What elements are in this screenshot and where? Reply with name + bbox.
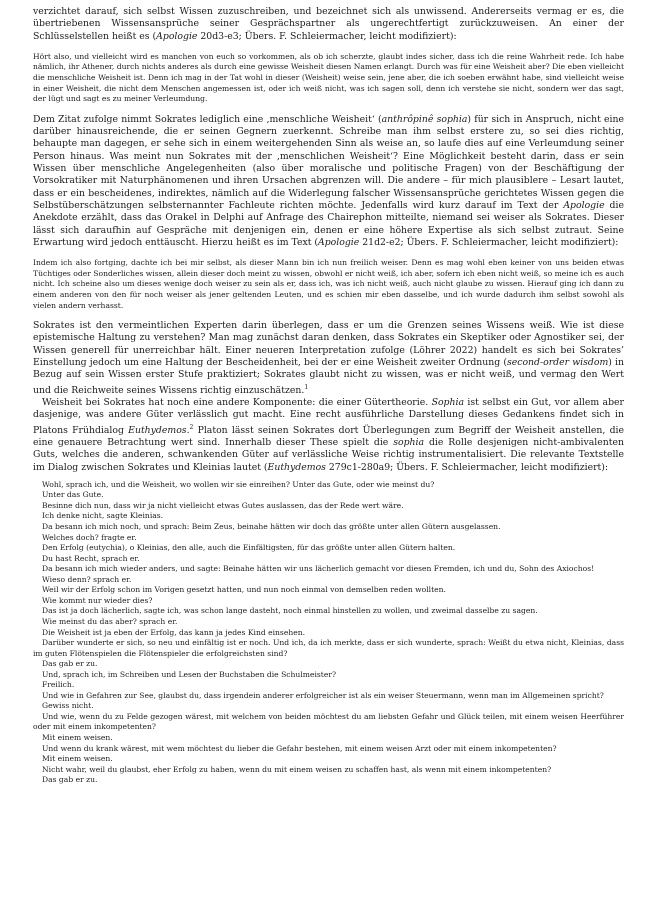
block-quote-apology-2: Indem ich also fortging, dachte ich bei mir selbst, als dieser Mann bin ich nun freilich weiser. Denn es mag wohl eben keiner von uns beiden etwas Tüchtiges oder Sonderliches wissen, allein dieser doch meint zu wissen, obwohl er nicht weiß, ich aber, sofern ich eben nicht weiß, so meine ich es auch nicht. Ich scheine also um dieses wenige doch weiser zu sein als er, dass ich, was ich nicht weiß, auch nicht glaube zu wissen. Hierauf ging ich dann zu einem anderen von den für noch weiser als jener geltenden Leuten, und es schien mir eben dasselbe, und ich wurde dadurch ihm selbst sowohl als vielen andern verhasst. — [33, 258, 624, 310]
block-quote-apology-1: Hört also, und vielleicht wird es manchen von euch so vorkommen, als ob ich scherzte, glaubt indes sicher, dass ich die reine Wahrheit rede. Ich habe nämlich, ihr Athener, durch nichts anderes als durch eine gewisse Weisheit diesen Namen erlangt. Durch was für eine Weisheit aber? Die eben vielleicht die menschliche Weisheit ist. Denn ich mag in der Tat wohl in dieser (Weisheit) weise sein, jene aber, die ich soeben erwähnt habe, sind vielleicht weise in einer Weisheit, die nicht dem Menschen angemessen ist, oder ich weiß nicht, was ich sagen soll, denn ich verstehe sie nicht, sondern wer das sagt, der lügt und sagt es zu meiner Verleumdung. — [33, 51, 624, 104]
text-run: 20d3-e3; Übers. F. Schleiermacher, leicht modifiziert): — [197, 30, 457, 42]
greek-term: sophia — [393, 436, 425, 448]
text-run: ) für sich in Anspruch, nicht eine darüber hinausreichende, die er seinen Gegnern zuerkennt. Schreibe man ihm selbst erstere zu, so sei dies richtig, behaupte man dagegen, er sehe sich in einem weitergehenden Sinn als weise an, so laufe dies auf eine Verleumdung seiner Person hinaus. Was meint nun Sokrates mit der ‚menschlichen Weisheit‘? Eine Möglichkeit besteht darin, dass er sein Wissen über menschliche Angelegenheiten (also über moralische und politische Fragen) von der Beschäftigung der Vorsokratiker mit Naturphänomenen und ihren Ursachen abgrenzen will. Die andere – für mich plausiblere – Lesart lautet, dass er ein bescheidenes, indirektes, nämlich auf die Widerlegung falscher Wissensansprüche gerichtetes Wissen gegen die Selbstüberschätzungen selbsternannter Fachleute richten möchte. Jedenfalls wird kurz darauf im Text der — [33, 113, 624, 211]
english-term: second-order wisdom — [506, 356, 609, 368]
dialogue-line: Mit einem weisen. — [42, 754, 113, 764]
citation-title: Apologie — [563, 199, 605, 211]
dialogue-line: Und, sprach ich, im Schreiben und Lesen der Buchstaben die Schulmeister? — [42, 669, 337, 679]
dialogue-line: Und wenn du krank wärest, mit wem möchtest du lieber die Gefahr bestehen, mit einem weisen Arzt oder mit einem inkompetenten? — [42, 743, 557, 753]
dialogue-line: Und wie in Gefahren zur See, glaubst du, dass irgendein anderer erfolgreicher ist als ein weiser Steuermann, wenn man im Allgemeinen spricht? — [42, 690, 604, 700]
text-run: Weisheit bei Sokrates hat noch eine andere Komponente: die einer Gütertheorie. — [42, 396, 432, 408]
text-run: die Anekdote erzählt, dass das Orakel in Delphi auf Anfrage des Chairephon mitteilte, niemand sei weiser als Sokrates. Dieser lässt sich daraufhin auf Gespräche mit denjenigen ein, denen er eine höhere Expertise als sich selbst zutraut. Seine Erwartung wird jedoch enttäuscht. Hierzu heißt es im Text ( — [33, 199, 624, 248]
text-run: Sokrates ist den vermeintlichen Experten darin überlegen, dass er um die Grenzen seines Wissens weiß. Wie ist diese epistemische Haltung zu verstehen? Man mag zunächst daran denken, dass Sokrates ein Skeptiker oder Agnostiker sei, der Wissen generell für unerreichbar hält. Einer neueren Interpretation zufolge (Löhrer 2022) handelt es sich bei Sokrates’ Einstellung jedoch um eine Haltung der Bescheidenheit, bei der er eine Weisheit zweiter Ordnung ( — [33, 320, 624, 368]
dialogue-line: Gewiss nicht. — [42, 701, 94, 711]
text-run: verzichtet darauf, sich selbst Wissen zuzuschreiben, und bezeichnet sich als unwissend. Andererseits vermag er es, die übertriebenen Wissensansprüche seiner Gesprächspartner als ungerechtfertigt zurückzuweisen. An einer der Schlüsselstellen heißt es ( — [33, 6, 624, 42]
dialogue-line: Mit einem weisen. — [42, 732, 113, 742]
text-run: ) in Bezug auf sein Wissen erster Stufe praktiziert; Sokrates glaubt nicht zu wissen, was er nicht weiß, und vermag den Wert und die Reichweite seines Wissens richtig einzuschätzen. — [33, 356, 625, 396]
dialogue-line: Und wie, wenn du zu Felde gezogen wärest, mit welchem von beiden möchtest du am liebsten Gefahr und Glück teilen, mit einem weisen Heerführer oder mit einem inkompetenten? — [33, 711, 624, 732]
dialogue-line: Ich denke nicht, sagte Kleinias. — [42, 511, 164, 521]
paragraph-intro — [33, 6, 624, 43]
greek-term: anthrôpinê sophia — [381, 113, 468, 125]
text-run: ist selbst ein Gut, vor allem aber dasjenige, was andere Güter verlässlich gut macht. Eine recht ausführliche Darstellung dieses Gedankens findet sich in Platons Frühdialog — [33, 396, 624, 436]
dialogue-line: Du hast Recht, sprach er. — [42, 553, 140, 563]
dialogue-line: Wohl, sprach ich, und die Weisheit, wo wollen wir sie einreihen? Unter das Gute, oder wie meinst du? — [42, 479, 435, 489]
paragraph-human-wisdom — [33, 114, 624, 249]
dialogue-line: Wie kommt nur wieder dies? — [42, 595, 153, 605]
text-run: 21d2-e2; Übers. F. Schleiermacher, leicht modifiziert): — [359, 236, 619, 248]
dialogue-line: Das gab er zu. — [42, 775, 98, 785]
citation-title: Apologie — [318, 236, 360, 248]
dialogue-line: Wieso denn? sprach er. — [42, 574, 132, 584]
text-run: die Rolle desjenigen nicht-ambivalenten Guts, welches die anderen, schwankenden Güter auf verlässliche Weise richtig instrumentalisiert. Die relevante Textstelle im Dialog zwischen Sokrates und Kleinias lautet ( — [33, 436, 624, 473]
dialogue-line: Nicht wahr, weil du glaubst, eher Erfolg zu haben, wenn du mit einem weisen zu schaffen hast, als wenn mit einem inkompetenten? — [42, 764, 552, 774]
dialogue-line: Welches doch? fragte er. — [42, 532, 137, 542]
dialogue-line: Unter das Gute. — [42, 490, 104, 500]
dialogue-quote-euthydemos — [33, 480, 624, 786]
dialogue-line: Das ist ja doch lächerlich, sagte ich, was schon lange dasteht, noch einmal hinstellen zu wollen, und zweimal dasselbe zu sagen. — [42, 606, 538, 616]
dialogue-line: Besinne dich nun, dass wir ja nicht vielleicht etwas Gutes auslassen, das der Rede wert wäre. — [42, 500, 404, 510]
footnote-marker[interactable]: 2 — [189, 423, 194, 431]
dialogue-line: Da besann ich mich noch, und sprach: Beim Zeus, beinahe hätten wir doch das größte unter allen Gütern ausgelassen. — [42, 522, 501, 532]
citation-title: Apologie — [156, 30, 198, 42]
citation-title: Euthydemos — [267, 461, 326, 473]
paragraph-epistemic-attitude — [33, 320, 624, 397]
dialogue-line: Weil wir der Erfolg schon im Vorigen gesetzt hatten, und nun noch einmal von demselben reden wollten. — [42, 585, 446, 595]
dialogue-line: Wie meinst du das aber? sprach er. — [42, 616, 178, 626]
dialogue-line: Das gab er zu. — [42, 659, 98, 669]
dialogue-line: Die Weisheit ist ja eben der Erfolg, das kann ja jedes Kind einsehen. — [42, 627, 306, 637]
text-run: 279c1-280a9; Übers. F. Schleiermacher, leicht modifiziert): — [325, 461, 609, 473]
citation-title: Euthydemos — [128, 424, 187, 436]
footnote-marker[interactable]: 1 — [304, 383, 309, 391]
paragraph-goods-theory: Weisheit bei Sokrates hat noch eine andere Komponente: die einer Gütertheorie. Sophia ist selbst ein Gut, vor allem aber dasjenige, was andere Güter verlässlich gut macht. Eine recht ausführliche Darstellung dieses Gedankens findet sich in Platons Frühdialog Euthydemos.$^2$ Platon lässt seinen Sokrates dort Überlegungen zum Begriff der Weisheit anstellen, die eine genauere Betrachtung wert sind. Innerhalb dieser These spielt die sophia die Rolle desjenigen nicht-ambivalenten Guts, welches die anderen, schwankenden Güter auf verlässliche Weise richtig instrumentalisiert. Die relevante Textstelle im Dialog zwischen Sokrates und Kleinias lautet (Euthydemos 279c1-280a9; Übers. F. Schleiermacher, leicht modifiziert): — [33, 396, 624, 473]
text-run: Platon lässt seinen Sokrates dort Überlegungen zum Begriff der Weisheit anstellen, die eine genauere Betrachtung wert sind. Innerhalb dieser These spielt die — [33, 424, 624, 448]
greek-term: Sophia — [431, 396, 464, 408]
text-run: Dem Zitat zufolge nimmt Sokrates lediglich eine ‚menschliche Weisheit‘ ( — [33, 113, 382, 125]
dialogue-line: Da besann ich mich wieder anders, und sagte: Beinahe hätten wir uns lächerlich gemacht vor diesen Fremden, ich und du, Sohn des Axiochos! — [42, 564, 595, 574]
dialogue-line: Freilich. — [42, 680, 75, 690]
dialogue-line: Den Erfolg (eutychia), o Kleinias, den alle, auch die Einfältigsten, für das größte unter allen Gütern halten. — [42, 543, 456, 553]
dialogue-line: Darüber wunderte er sich, so neu und einfältig ist er noch. Und ich, da ich merkte, dass er sich wunderte, sprach: Weißt du etwa nicht, Kleinias, dass im guten Flötenspielen die Flötenspieler die erfolgreichsten sind? — [33, 638, 624, 658]
